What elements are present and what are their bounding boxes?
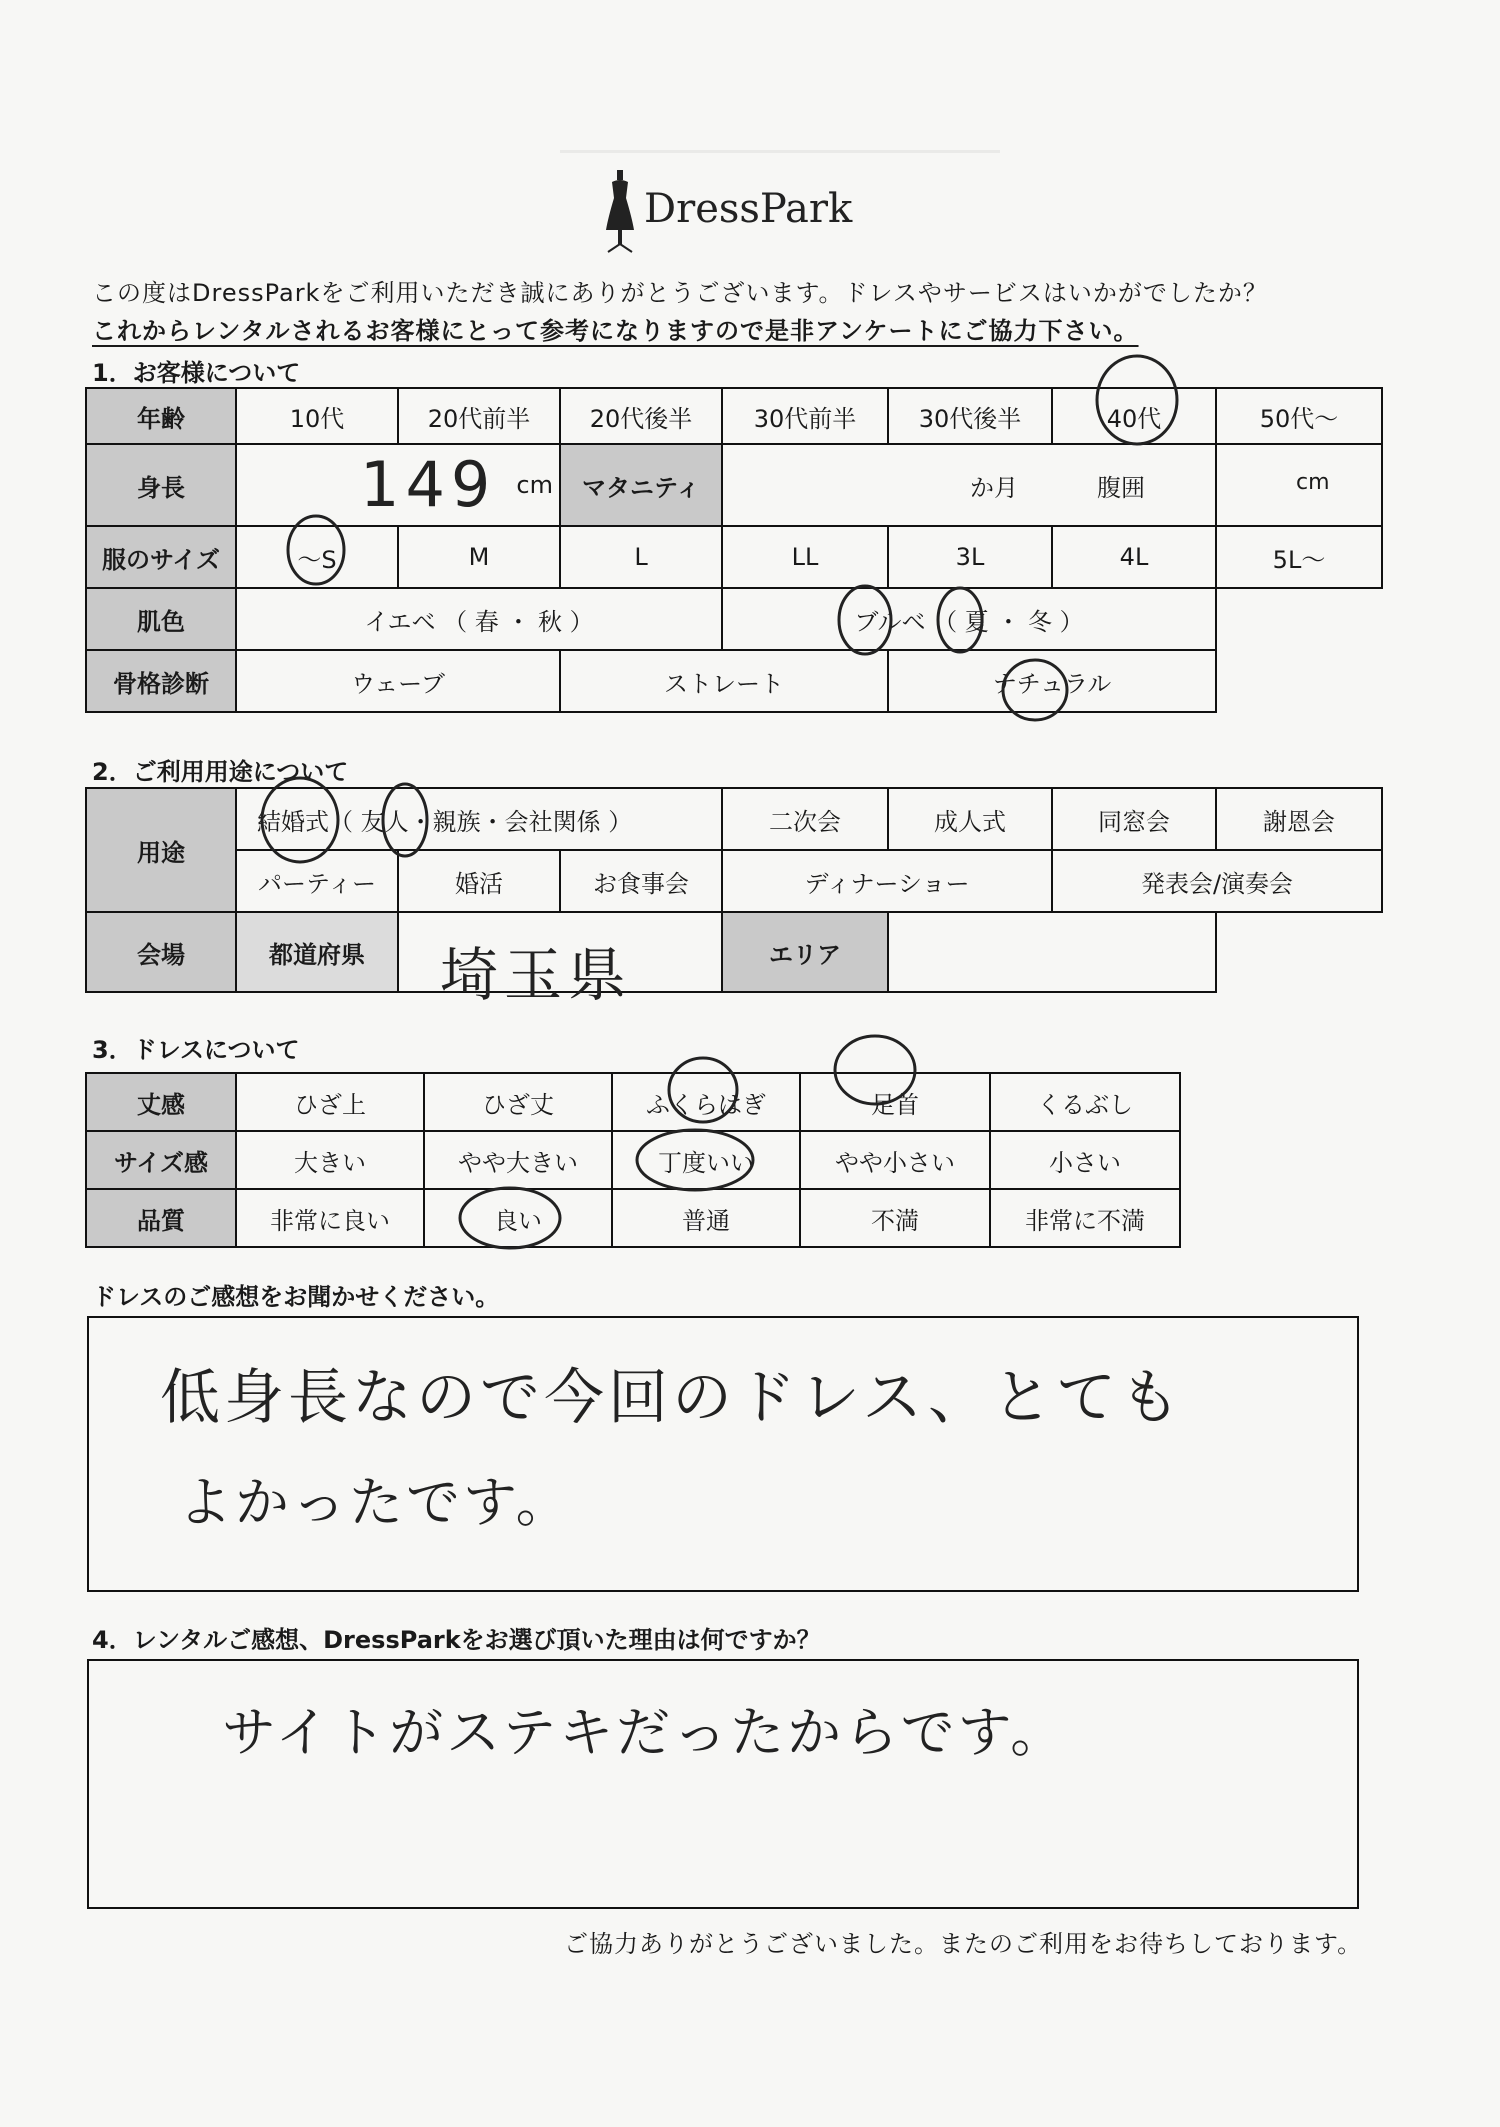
skin-blue-option[interactable]: ブルベ （ 夏 ・ 冬 ） [722,588,1216,650]
age-option[interactable]: 50代～ [1216,388,1382,444]
size-option[interactable]: 4L [1052,526,1216,588]
age-option[interactable]: 10代 [236,388,398,444]
dress-form-icon [600,168,640,258]
purpose-option[interactable]: 発表会/演奏会 [1052,850,1382,912]
handwritten-height: 149 [360,448,497,521]
fit-option-selected[interactable]: 丁度いい [612,1131,800,1189]
purpose-option[interactable]: 婚活 [398,850,560,912]
handwritten-impression-line-2: よかったです。 [178,1471,573,1534]
length-option-selected[interactable]: ふくらはぎ [612,1073,800,1131]
area-label: エリア [722,912,888,992]
months-label: か月 [970,473,1018,502]
customer-table [85,387,1383,713]
quality-option[interactable]: 非常に良い [236,1189,424,1247]
fit-option[interactable]: 大きい [236,1131,424,1189]
purpose-option[interactable]: 二次会 [722,788,888,850]
purpose-option[interactable]: 同窓会 [1052,788,1216,850]
section-1-title: 1．お客様について [92,359,301,387]
fit-option[interactable]: やや小さい [800,1131,990,1189]
closing-message: ご協力ありがとうございました。またのご利用をお待ちしております。 [564,1930,1363,1958]
length-label: 丈感 [86,1073,236,1131]
handwritten-reason: サイトがステキだったからです。 [222,1701,1068,1764]
frame-option-selected[interactable]: ナチュラル [888,650,1216,712]
height-label: 身長 [86,444,236,526]
brand-name: DressPark [644,186,853,232]
size-option[interactable]: L [560,526,722,588]
area-field[interactable] [888,912,1216,992]
intro-line-2: これからレンタルされるお客様にとって参考になりますので是非アンケートにご協力下さい。 [92,317,1139,345]
intro-line-1: この度はDressParkをご利用いただき誠にありがとうございます。ドレスやサービスはいかがでしたか？ [92,279,1268,307]
frame-label: 骨格診断 [86,650,236,712]
purpose-label: 用途 [86,788,236,912]
maternity-label: マタニティ [560,444,722,526]
quality-option[interactable]: 不満 [800,1189,990,1247]
dresspark-logo [600,168,900,258]
prefecture-label: 都道府県 [236,912,398,992]
waist-unit: cm [1296,470,1330,495]
age-option[interactable]: 20代後半 [560,388,722,444]
dress-table [85,1072,1181,1248]
size-option[interactable]: LL [722,526,888,588]
purpose-wedding-option[interactable]: 結婚式（ 友人・親族・会社関係 ） [236,788,722,850]
fit-label: サイズ感 [86,1131,236,1189]
skin-yellow-option[interactable]: イエベ （ 春 ・ 秋 ） [236,588,722,650]
size-label: 服のサイズ [86,526,236,588]
waist-label: 腹囲 [1097,473,1145,502]
fit-option[interactable]: やや大きい [424,1131,612,1189]
quality-option[interactable]: 普通 [612,1189,800,1247]
age-option-selected[interactable]: 40代 [1052,388,1216,444]
age-option[interactable]: 30代前半 [722,388,888,444]
venue-label: 会場 [86,912,236,992]
fit-option[interactable]: 小さい [990,1131,1180,1189]
impression-prompt: ドレスのご感想をお聞かせください。 [92,1283,500,1311]
section-3-title: 3．ドレスについて [92,1036,300,1064]
frame-option[interactable]: ストレート [560,650,888,712]
size-option[interactable]: 3L [888,526,1052,588]
length-option[interactable]: くるぶし [990,1073,1180,1131]
length-option-selected[interactable]: 足首 [800,1073,990,1131]
size-option[interactable]: M [398,526,560,588]
length-option[interactable]: ひざ上 [236,1073,424,1131]
quality-option[interactable]: 非常に不満 [990,1189,1180,1247]
purpose-table [85,787,1383,993]
length-option[interactable]: ひざ丈 [424,1073,612,1131]
section-4-title: 4．レンタルご感想、DressParkをお選び頂いた理由は何ですか？ [92,1626,821,1654]
purpose-option[interactable]: 謝恩会 [1216,788,1382,850]
handwritten-impression-line-1: 低身長なので今回のドレス、とても [160,1363,1184,1433]
age-option[interactable]: 20代前半 [398,388,560,444]
frame-option[interactable]: ウェーブ [236,650,560,712]
age-label: 年齢 [86,388,236,444]
purpose-option[interactable]: パーティー [236,850,398,912]
quality-option-selected[interactable]: 良い [424,1189,612,1247]
handwritten-prefecture: 埼玉県 [440,941,633,1009]
skin-label: 肌色 [86,588,236,650]
height-unit: cm [516,471,553,499]
size-option-selected[interactable]: ～S [236,526,398,588]
size-option[interactable]: 5L～ [1216,526,1382,588]
purpose-option[interactable]: ディナーショー [722,850,1052,912]
age-option[interactable]: 30代後半 [888,388,1052,444]
quality-label: 品質 [86,1189,236,1247]
purpose-option[interactable]: 成人式 [888,788,1052,850]
section-2-title: 2．ご利用用途について [92,758,349,786]
purpose-option[interactable]: お食事会 [560,850,722,912]
